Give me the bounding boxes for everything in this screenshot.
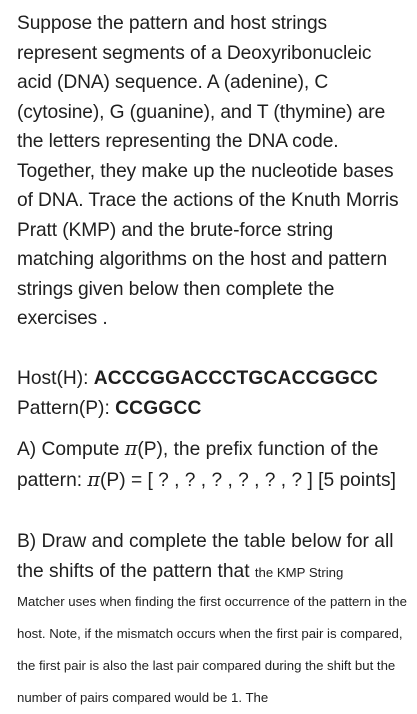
pi-symbol: π: [87, 468, 101, 491]
question-b: [17, 527, 412, 589]
question-a-text: (P), the prefix function of the pattern:: [17, 439, 379, 491]
question-a: [17, 434, 409, 496]
pattern-string: CCGGCC: [115, 398, 202, 419]
question-b-small-inline: the KMP String: [254, 565, 344, 580]
strings-block: [17, 364, 409, 424]
host-label: Host(H):: [17, 368, 94, 389]
question-a-answer-template: (P) = [ ? , ? , ? , ? , ? , ? ] [5 points]: [100, 470, 396, 491]
problem-intro: Suppose the pattern and host strings represent segments of a Deoxyribonucleic acid (DNA) sequence. A (adenine), C (cytosine), G (guanine), and T (thymine) are the letters representing the DNA code. Together, they make up the nucleotide bases of DNA. Trace the actions of the Knuth Morris Pratt (KMP) and the brute-force string matching algorithms on the host and pattern strings given below then complete the exercises .: [17, 13, 399, 329]
host-string: ACCCGGACCCTGCACCGGCC: [93, 368, 379, 389]
question-b-continued: Matcher uses when finding the first occurrence of the pattern in the host. Note, if the mismatch occurs when the first pair is compared, the first pair is also the last pair compared during the shift but the number of pairs compared would be 1. The: [17, 594, 407, 705]
pattern-label: Pattern(P):: [17, 398, 116, 419]
question-b-text: B) Draw and complete the table below for all the shifts of the pattern that: [17, 531, 394, 582]
pi-symbol: π: [124, 437, 138, 460]
question-a-prefix: A) Compute: [17, 439, 125, 460]
